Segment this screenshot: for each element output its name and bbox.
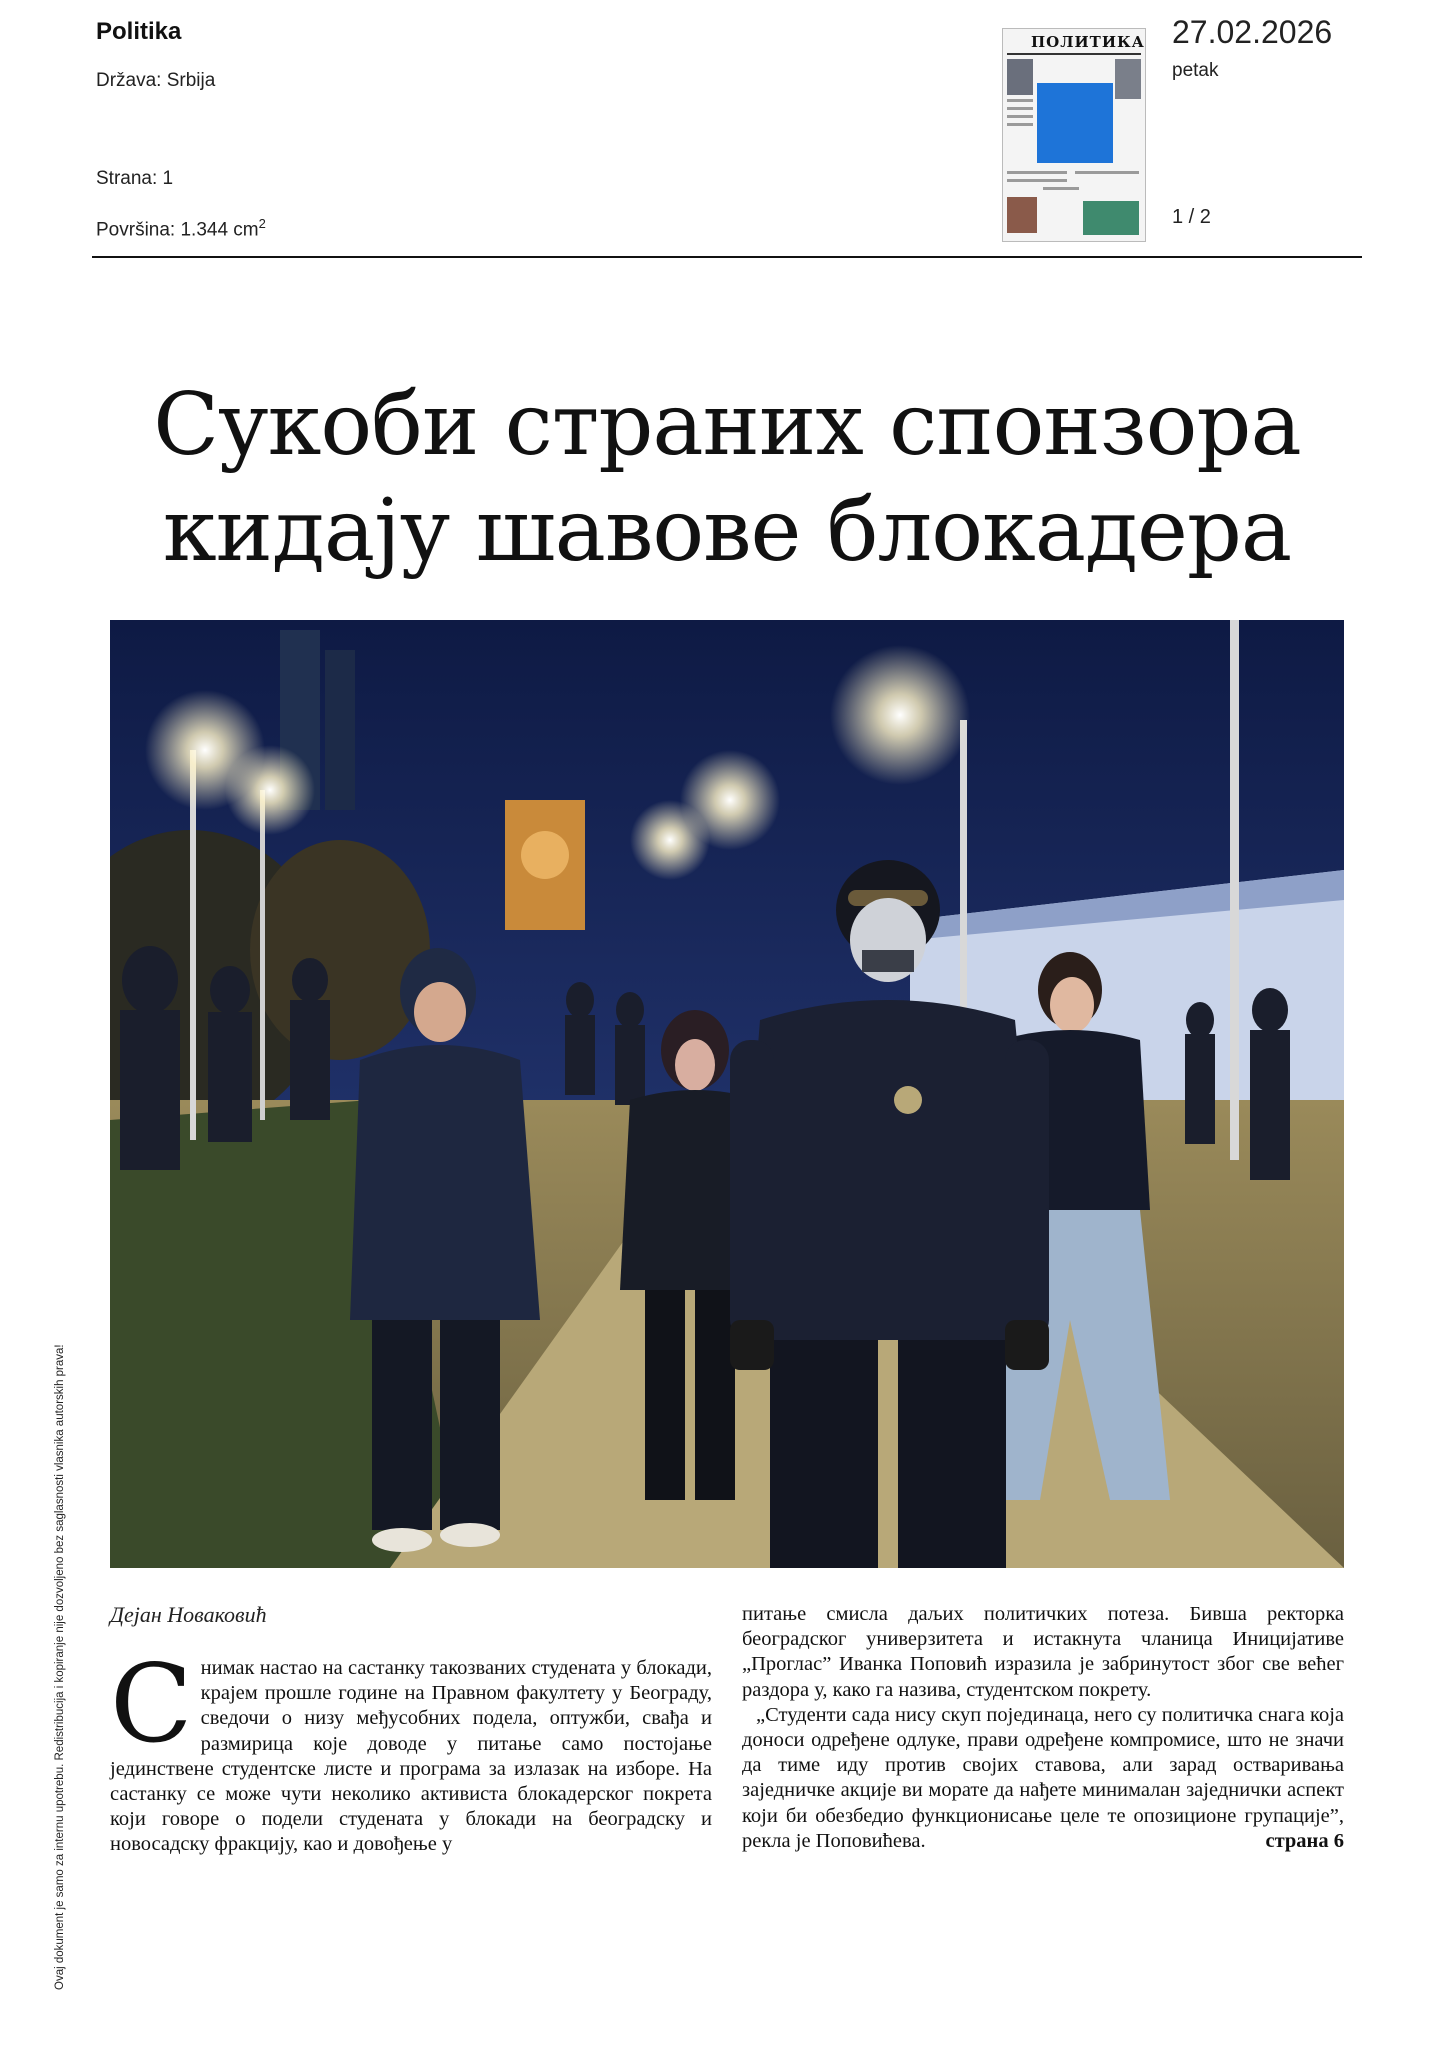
area-value: Površina: 1.344 cm [96,219,259,241]
copyright-notice: Ovaj dokument je samo za internu upotrebu. Redistribucija i kopiranje nije dozvoljeno bez saglasnosti vlasnika autorskih prava! [54,1344,66,1990]
thumbnail-text-line [1007,171,1067,174]
article-byline: Дејан Новаковић [110,1602,267,1627]
thumbnail-photo [1115,59,1141,99]
area-exponent: 2 [258,216,266,231]
paragraph-text: „Студенти сада нису скуп појединаца, него су политичка снага која доноси одређене одлуке, прави одређене компромисе, што не значи да тиме иду против својих ставова, али зарад остваривања заједничке акције ви морате да нађете минималан заједнички аспект који би обезбедио функционисање целе те опозиционе групације”, рекла је Поповићева. [742,1703,1344,1852]
article-column-2 [742,1602,1344,1854]
front-page-thumbnail[interactable] [1002,28,1146,242]
headline-line-2: кидају шавове блокадера [162,481,1292,581]
headline-line-1: Сукоби страних спонзора [153,375,1301,475]
thumbnail-text-line [1007,115,1033,118]
thumbnail-photo [1083,201,1139,235]
thumbnail-text-line [1007,107,1033,110]
article-paragraph [110,1642,712,1858]
page-counter: 1 / 2 [1172,206,1211,228]
thumbnail-text-line [1007,123,1033,126]
thumbnail-rule [1007,53,1141,55]
issue-weekday: petak [1172,60,1219,81]
thumbnail-photo [1007,59,1033,95]
country-label: Država: Srbija [96,70,216,91]
thumbnail-lead-photo [1037,83,1113,163]
thumbnail-photo [1007,197,1037,233]
drop-cap: С [110,1642,193,1767]
thumbnail-text-line [1007,99,1033,102]
thumbnail-text-line [1075,171,1139,174]
article-paragraph [742,1703,1344,1854]
article-headline [92,372,1362,584]
issue-date: 27.02.2026 [1172,14,1333,50]
page-number-label: Strana: 1 [96,168,174,189]
paragraph-text: нимак настао на састанку такозваних студената у блокади, крајем прошле године на Правном факултету у Београду, сведочи о низу међусобних подела, оптужби, свађа и размирица које доводе у питање само постојање јединствене студентске листе и програма за излазак на изборе. На састанку се може чути неколико активиста блокадерског покрета који говоре о подели студената у блокади на београдску и новосадску фракцију, као и довођење у [110,1657,712,1856]
article-column-1 [110,1642,712,1858]
thumbnail-text-line [1007,179,1067,182]
publication-name: Politika [96,18,182,45]
article-photo [110,620,1344,1568]
article-paragraph: питање смисла даљих политичких потеза. Бивша ректорка београдског универзитета и истакнута чланица Иницијативе „Проглас” Иванка Поповић изразила је забринутост због све већег раздора у, како га назива, студентском покрету. [742,1603,1344,1701]
thumbnail-masthead: ПОЛИТИКА [1031,33,1145,51]
area-label [96,216,266,241]
continued-on-page[interactable]: страна 6 [1265,1829,1344,1852]
thumbnail-text-line [1043,187,1079,190]
header-divider [92,256,1362,258]
